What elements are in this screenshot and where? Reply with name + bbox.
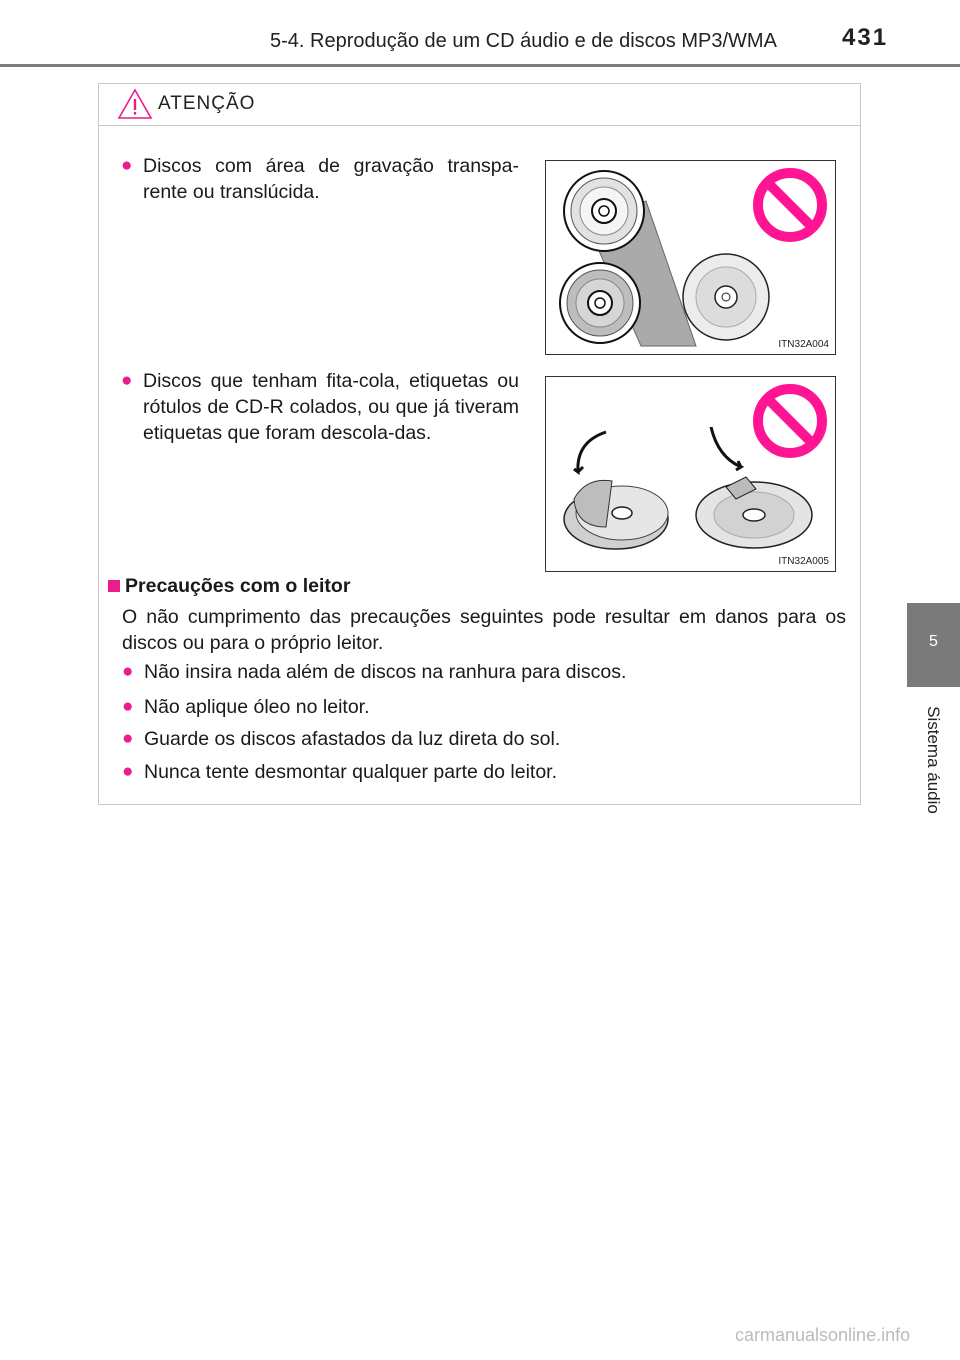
section-intro: O não cumprimento das precauções seguintes pode resultar em danos para os discos ou para o próprio leitor.: [122, 606, 846, 654]
disc-icon: [696, 477, 812, 548]
disc-icon: [683, 254, 769, 340]
page-number: 431: [842, 24, 889, 51]
chapter-tab: [907, 603, 960, 687]
figure-code: ITN32A004: [778, 339, 829, 350]
bullet-dot: ●: [122, 661, 134, 682]
bullet-dot: ●: [121, 370, 133, 391]
figure-code: ITN32A005: [778, 556, 829, 567]
warning-item-1: Discos com área de gravação transpa-rente ou translúcida.: [143, 155, 519, 203]
disc-icon: [560, 263, 640, 343]
chapter-label: Sistema áudio: [924, 706, 943, 814]
bullet-dot: ●: [122, 761, 134, 782]
section-bullet-3: Guarde os discos afastados da luz direta do sol.: [144, 728, 561, 750]
warning-header: [99, 84, 860, 126]
disc-icon: [564, 480, 668, 549]
watermark: carmanualsonline.info: [735, 1325, 911, 1345]
figure-labeled-discs: [545, 376, 836, 572]
labeled-discs-illustration: [546, 377, 835, 571]
disc-icon: [564, 171, 644, 251]
bullet-dot: ●: [122, 728, 134, 749]
prohibition-icon: [758, 173, 822, 237]
section-square-bullet: [108, 580, 120, 592]
warning-item-2: Discos que tenham fita-cola, etiquetas ou rótulos de CD-R colados, ou que já tiveram etiquetas que foram descola-das.: [143, 370, 519, 444]
chapter-number: 5: [929, 633, 938, 650]
figure-transparent-discs: [545, 160, 836, 355]
header-rule: [0, 64, 960, 67]
transparent-discs-illustration: [546, 161, 835, 354]
bullet-dot: ●: [121, 155, 133, 176]
header-title: 5-4. Reprodução de um CD áudio e de discos MP3/WMA: [270, 30, 777, 52]
section-bullet-1: Não insira nada além de discos na ranhura para discos.: [144, 661, 627, 683]
bullet-dot: ●: [122, 696, 134, 717]
section-bullet-2: Não aplique óleo no leitor.: [144, 696, 370, 718]
prohibition-icon: [758, 389, 822, 453]
warning-triangle-icon: [117, 88, 153, 120]
section-bullet-4: Nunca tente desmontar qualquer parte do leitor.: [144, 761, 558, 783]
warning-title: ATENÇÃO: [158, 93, 256, 114]
section-title: Precauções com o leitor: [125, 575, 351, 597]
